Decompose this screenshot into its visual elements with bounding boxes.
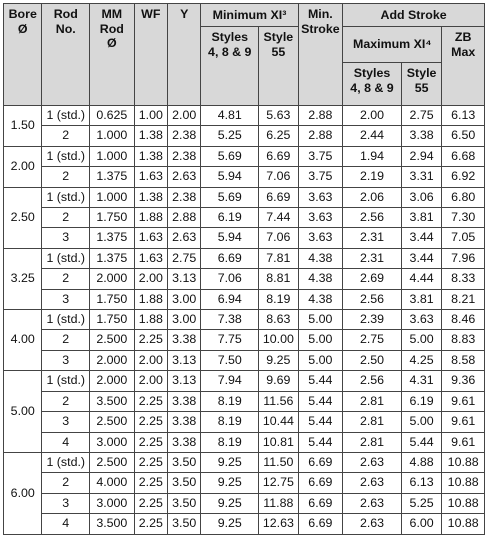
min-xi-styles-489-cell: 4.81 xyxy=(201,106,259,126)
header-max-style-55 xyxy=(401,63,442,106)
max-xi-styles-489-cell: 2.44 xyxy=(343,126,402,146)
zb-max-cell: 8.46 xyxy=(442,310,485,330)
max-xi-style-55-cell: 4.88 xyxy=(401,452,442,472)
max-xi-style-55-cell: 4.44 xyxy=(401,269,442,289)
rod-no-cell: 1 (std.) xyxy=(42,371,90,391)
max-xi-styles-489-cell: 2.81 xyxy=(343,412,402,432)
min-xi-style-55-cell: 11.88 xyxy=(259,493,298,513)
min-xi-style-55-cell: 7.06 xyxy=(259,167,298,187)
wf-cell: 1.88 xyxy=(134,208,167,228)
mm-rod-cell: 1.375 xyxy=(90,248,135,268)
wf-cell: 1.63 xyxy=(134,228,167,248)
wf-cell: 1.38 xyxy=(134,146,167,166)
min-stroke-cell: 6.69 xyxy=(298,493,343,513)
table-row xyxy=(4,391,485,411)
table-row xyxy=(4,371,485,391)
zb-max-cell: 9.61 xyxy=(442,432,485,452)
y-cell: 3.50 xyxy=(168,452,201,472)
min-xi-styles-489-cell: 8.19 xyxy=(201,412,259,432)
table-row xyxy=(4,126,485,146)
header-mm-label: MM xyxy=(101,7,123,21)
rod-no-cell: 2 xyxy=(42,269,90,289)
min-xi-styles-489-cell: 5.25 xyxy=(201,126,259,146)
mm-rod-cell: 2.500 xyxy=(90,412,135,432)
min-xi-styles-489-cell: 7.94 xyxy=(201,371,259,391)
header-min-style-55 xyxy=(259,27,298,106)
max-xi-style-55-cell: 5.00 xyxy=(401,330,442,350)
min-xi-style-55-cell: 7.44 xyxy=(259,208,298,228)
min-xi-styles-489-cell: 5.94 xyxy=(201,167,259,187)
mm-rod-cell: 1.375 xyxy=(90,167,135,187)
table-row xyxy=(4,106,485,126)
max-xi-style-55-cell: 3.38 xyxy=(401,126,442,146)
zb-max-cell: 6.92 xyxy=(442,167,485,187)
y-cell: 2.00 xyxy=(168,106,201,126)
header-max-styles-numbers: 4, 8 & 9 xyxy=(350,80,394,95)
max-xi-style-55-cell: 3.63 xyxy=(401,310,442,330)
zb-max-cell: 6.13 xyxy=(442,106,485,126)
header-add-stroke: Add Stroke xyxy=(343,4,485,27)
table-row xyxy=(4,493,485,513)
y-cell: 3.38 xyxy=(168,412,201,432)
min-xi-styles-489-cell: 7.75 xyxy=(201,330,259,350)
header-min-styles-numbers: 4, 8 & 9 xyxy=(208,44,252,59)
header-wf xyxy=(134,4,167,106)
wf-cell: 1.38 xyxy=(134,187,167,207)
y-cell: 3.50 xyxy=(168,473,201,493)
min-stroke-cell: 6.69 xyxy=(298,473,343,493)
header-bore-label: Bore xyxy=(8,7,37,21)
max-xi-style-55-cell: 3.44 xyxy=(401,248,442,268)
wf-cell: 1.38 xyxy=(134,126,167,146)
min-xi-style-55-cell: 10.81 xyxy=(259,432,298,452)
header-min-styles-label: Styles xyxy=(211,30,249,44)
table-row xyxy=(4,330,485,350)
min-xi-style-55-cell: 11.56 xyxy=(259,391,298,411)
header-max-label: Max xyxy=(451,44,476,59)
rod-no-cell: 2 xyxy=(42,473,90,493)
mm-rod-cell: 1.000 xyxy=(90,187,135,207)
min-stroke-cell: 6.69 xyxy=(298,452,343,472)
min-xi-style-55-cell: 10.00 xyxy=(259,330,298,350)
zb-max-cell: 8.58 xyxy=(442,350,485,370)
y-cell: 3.38 xyxy=(168,330,201,350)
wf-cell: 1.88 xyxy=(134,289,167,309)
wf-cell: 1.00 xyxy=(134,106,167,126)
bore-cell: 2.00 xyxy=(4,146,42,187)
header-max-styles-489 xyxy=(343,63,402,106)
rod-no-cell: 3 xyxy=(42,412,90,432)
min-stroke-cell: 5.44 xyxy=(298,412,343,432)
min-xi-style-55-cell: 6.25 xyxy=(259,126,298,146)
rod-no-cell: 1 (std.) xyxy=(42,187,90,207)
bore-cell: 6.00 xyxy=(4,452,42,534)
header-bore-symbol: Ø xyxy=(17,21,28,36)
max-xi-style-55-cell: 2.94 xyxy=(401,146,442,166)
max-xi-styles-489-cell: 2.69 xyxy=(343,269,402,289)
zb-max-cell: 10.88 xyxy=(442,514,485,534)
min-stroke-cell: 3.75 xyxy=(298,146,343,166)
zb-max-cell: 10.88 xyxy=(442,493,485,513)
header-mm-rod-label: Rod xyxy=(99,21,124,36)
min-xi-style-55-cell: 9.25 xyxy=(259,350,298,370)
zb-max-cell: 8.83 xyxy=(442,330,485,350)
wf-cell: 2.25 xyxy=(134,452,167,472)
y-cell: 3.38 xyxy=(168,391,201,411)
table-row xyxy=(4,228,485,248)
min-xi-style-55-cell: 12.75 xyxy=(259,473,298,493)
table-row xyxy=(4,452,485,472)
min-xi-styles-489-cell: 9.25 xyxy=(201,514,259,534)
mm-rod-cell: 3.500 xyxy=(90,514,135,534)
zb-max-cell: 7.05 xyxy=(442,228,485,248)
max-xi-styles-489-cell: 1.94 xyxy=(343,146,402,166)
header-rod-label: Rod xyxy=(53,7,78,21)
min-xi-style-55-cell: 11.50 xyxy=(259,452,298,472)
max-xi-style-55-cell: 3.44 xyxy=(401,228,442,248)
zb-max-cell: 6.68 xyxy=(442,146,485,166)
mm-rod-cell: 2.000 xyxy=(90,269,135,289)
min-xi-style-55-cell: 8.81 xyxy=(259,269,298,289)
min-xi-styles-489-cell: 7.50 xyxy=(201,350,259,370)
table-row xyxy=(4,310,485,330)
rod-no-cell: 2 xyxy=(42,208,90,228)
rod-no-cell: 4 xyxy=(42,514,90,534)
max-xi-styles-489-cell: 2.63 xyxy=(343,473,402,493)
y-cell: 3.00 xyxy=(168,289,201,309)
table-row xyxy=(4,473,485,493)
min-xi-styles-489-cell: 5.69 xyxy=(201,146,259,166)
min-xi-styles-489-cell: 5.94 xyxy=(201,228,259,248)
header-min-label: Min. xyxy=(307,7,333,21)
zb-max-cell: 6.50 xyxy=(442,126,485,146)
min-xi-style-55-cell: 5.63 xyxy=(259,106,298,126)
zb-max-cell: 10.88 xyxy=(442,452,485,472)
min-stroke-cell: 4.38 xyxy=(298,289,343,309)
mm-rod-cell: 2.500 xyxy=(90,330,135,350)
min-xi-styles-489-cell: 5.69 xyxy=(201,187,259,207)
rod-no-cell: 3 xyxy=(42,350,90,370)
wf-cell: 2.25 xyxy=(134,493,167,513)
min-xi-styles-489-cell: 7.06 xyxy=(201,269,259,289)
mm-rod-cell: 1.000 xyxy=(90,146,135,166)
min-xi-style-55-cell: 6.69 xyxy=(259,146,298,166)
max-xi-styles-489-cell: 2.81 xyxy=(343,432,402,452)
mm-rod-cell: 1.000 xyxy=(90,126,135,146)
max-xi-styles-489-cell: 2.63 xyxy=(343,514,402,534)
header-stroke-label: Stroke xyxy=(301,21,340,36)
y-cell: 2.38 xyxy=(168,187,201,207)
y-cell: 3.13 xyxy=(168,269,201,289)
max-xi-styles-489-cell: 2.75 xyxy=(343,330,402,350)
min-xi-style-55-cell: 8.63 xyxy=(259,310,298,330)
min-xi-styles-489-cell: 9.25 xyxy=(201,473,259,493)
zb-max-cell: 9.61 xyxy=(442,412,485,432)
header-rod-no xyxy=(42,4,90,106)
header-max-style-label: Style xyxy=(406,66,437,80)
y-cell: 3.50 xyxy=(168,493,201,513)
mm-rod-cell: 2.500 xyxy=(90,452,135,472)
max-xi-style-55-cell: 3.06 xyxy=(401,187,442,207)
mm-rod-cell: 3.500 xyxy=(90,391,135,411)
y-cell: 2.63 xyxy=(168,228,201,248)
header-maximum-xi: Maximum XI⁴ xyxy=(343,27,442,63)
max-xi-style-55-cell: 5.44 xyxy=(401,432,442,452)
min-xi-style-55-cell: 9.69 xyxy=(259,371,298,391)
table-row xyxy=(4,248,485,268)
min-stroke-cell: 5.00 xyxy=(298,310,343,330)
min-xi-styles-489-cell: 6.94 xyxy=(201,289,259,309)
table-row xyxy=(4,432,485,452)
mm-rod-cell: 3.000 xyxy=(90,493,135,513)
mm-rod-cell: 1.750 xyxy=(90,310,135,330)
wf-cell: 2.25 xyxy=(134,330,167,350)
wf-cell: 2.00 xyxy=(134,269,167,289)
mm-rod-cell: 1.750 xyxy=(90,208,135,228)
zb-max-cell: 6.80 xyxy=(442,187,485,207)
min-xi-style-55-cell: 7.81 xyxy=(259,248,298,268)
wf-cell: 2.25 xyxy=(134,412,167,432)
max-xi-styles-489-cell: 2.63 xyxy=(343,452,402,472)
header-min-style-label: Style xyxy=(263,30,294,44)
rod-no-cell: 1 (std.) xyxy=(42,106,90,126)
mm-rod-cell: 1.375 xyxy=(90,228,135,248)
min-stroke-cell: 2.88 xyxy=(298,106,343,126)
max-xi-styles-489-cell: 2.39 xyxy=(343,310,402,330)
min-stroke-cell: 5.44 xyxy=(298,371,343,391)
bore-cell: 1.50 xyxy=(4,106,42,147)
max-xi-style-55-cell: 6.19 xyxy=(401,391,442,411)
min-xi-style-55-cell: 8.19 xyxy=(259,289,298,309)
header-rod-no-label: No. xyxy=(55,21,76,36)
header-zb-max xyxy=(442,27,485,106)
header-mm-rod xyxy=(90,4,135,106)
cylinder-dimensions-table xyxy=(3,3,485,535)
y-cell: 3.13 xyxy=(168,350,201,370)
header-max-style-number: 55 xyxy=(414,80,429,95)
min-stroke-cell: 6.69 xyxy=(298,514,343,534)
max-xi-styles-489-cell: 2.56 xyxy=(343,371,402,391)
y-cell: 3.13 xyxy=(168,371,201,391)
y-cell: 2.75 xyxy=(168,248,201,268)
y-cell: 2.38 xyxy=(168,146,201,166)
y-cell: 2.63 xyxy=(168,167,201,187)
header-min-style-number: 55 xyxy=(271,44,286,59)
rod-no-cell: 2 xyxy=(42,391,90,411)
min-xi-styles-489-cell: 9.25 xyxy=(201,493,259,513)
wf-cell: 2.25 xyxy=(134,432,167,452)
mm-rod-cell: 1.750 xyxy=(90,289,135,309)
header-min-stroke xyxy=(298,4,343,106)
zb-max-cell: 8.21 xyxy=(442,289,485,309)
min-stroke-cell: 3.63 xyxy=(298,187,343,207)
max-xi-styles-489-cell: 2.19 xyxy=(343,167,402,187)
min-xi-style-55-cell: 10.44 xyxy=(259,412,298,432)
min-xi-style-55-cell: 12.63 xyxy=(259,514,298,534)
max-xi-style-55-cell: 3.81 xyxy=(401,208,442,228)
table-row xyxy=(4,146,485,166)
max-xi-styles-489-cell: 2.50 xyxy=(343,350,402,370)
bore-cell: 3.25 xyxy=(4,248,42,309)
header-wf-label: WF xyxy=(141,7,161,21)
max-xi-style-55-cell: 3.31 xyxy=(401,167,442,187)
min-xi-style-55-cell: 6.69 xyxy=(259,187,298,207)
wf-cell: 2.25 xyxy=(134,391,167,411)
rod-no-cell: 2 xyxy=(42,167,90,187)
header-minimum-xi: Minimum XI³ xyxy=(201,4,298,27)
rod-no-cell: 1 (std.) xyxy=(42,452,90,472)
min-stroke-cell: 3.63 xyxy=(298,208,343,228)
y-cell: 2.88 xyxy=(168,208,201,228)
header-max-styles-label: Styles xyxy=(353,66,391,80)
table-header xyxy=(4,4,485,106)
min-stroke-cell: 4.38 xyxy=(298,248,343,268)
min-stroke-cell: 5.44 xyxy=(298,391,343,411)
max-xi-style-55-cell: 6.00 xyxy=(401,514,442,534)
header-min-styles-489 xyxy=(201,27,259,106)
mm-rod-cell: 2.000 xyxy=(90,371,135,391)
max-xi-styles-489-cell: 2.63 xyxy=(343,493,402,513)
table-row xyxy=(4,208,485,228)
y-cell: 3.50 xyxy=(168,514,201,534)
wf-cell: 2.25 xyxy=(134,514,167,534)
min-stroke-cell: 3.75 xyxy=(298,167,343,187)
table-row xyxy=(4,350,485,370)
mm-rod-cell: 2.000 xyxy=(90,350,135,370)
min-xi-styles-489-cell: 8.19 xyxy=(201,432,259,452)
table-row xyxy=(4,514,485,534)
mm-rod-cell: 4.000 xyxy=(90,473,135,493)
max-xi-style-55-cell: 6.13 xyxy=(401,473,442,493)
rod-no-cell: 4 xyxy=(42,432,90,452)
header-bore xyxy=(4,4,42,106)
header-y-label: Y xyxy=(180,7,189,21)
bore-cell: 4.00 xyxy=(4,310,42,371)
rod-no-cell: 3 xyxy=(42,289,90,309)
table-row xyxy=(4,289,485,309)
bore-cell: 2.50 xyxy=(4,187,42,248)
max-xi-style-55-cell: 5.00 xyxy=(401,412,442,432)
wf-cell: 1.63 xyxy=(134,167,167,187)
min-stroke-cell: 5.44 xyxy=(298,432,343,452)
min-stroke-cell: 4.38 xyxy=(298,269,343,289)
min-xi-style-55-cell: 7.06 xyxy=(259,228,298,248)
max-xi-style-55-cell: 4.31 xyxy=(401,371,442,391)
table-row xyxy=(4,167,485,187)
rod-no-cell: 2 xyxy=(42,126,90,146)
max-xi-styles-489-cell: 2.56 xyxy=(343,289,402,309)
min-stroke-cell: 5.00 xyxy=(298,350,343,370)
min-stroke-cell: 5.00 xyxy=(298,330,343,350)
max-xi-styles-489-cell: 2.31 xyxy=(343,228,402,248)
rod-no-cell: 2 xyxy=(42,330,90,350)
table-row xyxy=(4,187,485,207)
rod-no-cell: 1 (std.) xyxy=(42,248,90,268)
max-xi-styles-489-cell: 2.81 xyxy=(343,391,402,411)
mm-rod-cell: 3.000 xyxy=(90,432,135,452)
wf-cell: 2.00 xyxy=(134,371,167,391)
zb-max-cell: 10.88 xyxy=(442,473,485,493)
y-cell: 3.38 xyxy=(168,432,201,452)
max-xi-style-55-cell: 3.81 xyxy=(401,289,442,309)
zb-max-cell: 7.30 xyxy=(442,208,485,228)
y-cell: 3.00 xyxy=(168,310,201,330)
max-xi-style-55-cell: 2.75 xyxy=(401,106,442,126)
max-xi-style-55-cell: 4.25 xyxy=(401,350,442,370)
table-body xyxy=(4,106,485,535)
rod-no-cell: 1 (std.) xyxy=(42,310,90,330)
table-row xyxy=(4,412,485,432)
min-xi-styles-489-cell: 9.25 xyxy=(201,452,259,472)
max-xi-styles-489-cell: 2.06 xyxy=(343,187,402,207)
rod-no-cell: 3 xyxy=(42,493,90,513)
header-zb-label: ZB xyxy=(454,30,472,44)
wf-cell: 1.63 xyxy=(134,248,167,268)
max-xi-styles-489-cell: 2.31 xyxy=(343,248,402,268)
zb-max-cell: 8.33 xyxy=(442,269,485,289)
zb-max-cell: 7.96 xyxy=(442,248,485,268)
min-stroke-cell: 2.88 xyxy=(298,126,343,146)
rod-no-cell: 3 xyxy=(42,228,90,248)
min-xi-styles-489-cell: 8.19 xyxy=(201,391,259,411)
zb-max-cell: 9.61 xyxy=(442,391,485,411)
min-xi-styles-489-cell: 7.38 xyxy=(201,310,259,330)
min-stroke-cell: 3.63 xyxy=(298,228,343,248)
wf-cell: 2.00 xyxy=(134,350,167,370)
min-xi-styles-489-cell: 6.69 xyxy=(201,248,259,268)
min-xi-styles-489-cell: 6.19 xyxy=(201,208,259,228)
table-row xyxy=(4,269,485,289)
bore-cell: 5.00 xyxy=(4,371,42,453)
y-cell: 2.38 xyxy=(168,126,201,146)
max-xi-style-55-cell: 5.25 xyxy=(401,493,442,513)
max-xi-styles-489-cell: 2.56 xyxy=(343,208,402,228)
wf-cell: 2.25 xyxy=(134,473,167,493)
zb-max-cell: 9.36 xyxy=(442,371,485,391)
header-mm-rod-symbol: Ø xyxy=(107,36,117,50)
header-y xyxy=(168,4,201,106)
wf-cell: 1.88 xyxy=(134,310,167,330)
rod-no-cell: 1 (std.) xyxy=(42,146,90,166)
max-xi-styles-489-cell: 2.00 xyxy=(343,106,402,126)
mm-rod-cell: 0.625 xyxy=(90,106,135,126)
